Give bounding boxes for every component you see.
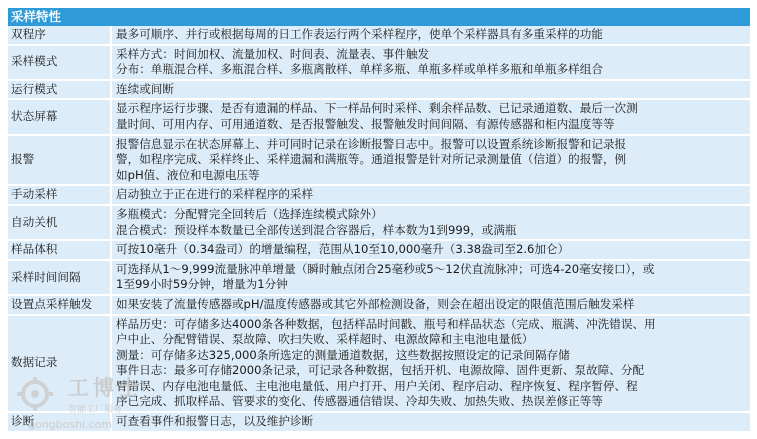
watermark-title: 工博士 [68,375,143,400]
row-value [112,206,750,239]
row-value [112,100,750,133]
row-label: 设置点采样触发 [8,296,112,314]
row-value [112,46,750,79]
table-row [8,261,750,296]
row-value-line: 臂错误、内存电池电量低、主电池电量低、用户打开、用户关闭、程序启动、程序恢复、程序暂停、程 [116,378,638,393]
row-value-line: 分布：单瓶混合样、多瓶混合样、多瓶离散样、单样多瓶、单瓶多样或单样多瓶和单瓶多样组合 [116,62,603,77]
row-label: 状态屏幕 [8,100,112,133]
table-row [8,186,750,206]
row-value-line: 连续或间断 [116,81,174,96]
row-value-line: 最多可顺序、并行或根据每周的日工作表运行两个采样程序，使单个采样器具有多重采样的功能 [116,27,603,41]
row-value [112,316,750,412]
row-value-line: 序已完成、抓取样品、管要求的变化、传感器通信错误、冷却失败、加热失败、热误差修正等等 [116,394,603,409]
table-row [8,316,750,414]
row-value-line: 多瓶模式：分配臂完全回转后（选择连续模式除外） [116,206,383,221]
row-value-line: 启动独立于正在进行的采样程序的采样 [116,187,314,202]
row-value [112,81,750,99]
row-value-line: 如果安装了流量传感器或pH/温度传感器或其它外部检测设备，则会在超出设定的限值范围后触发采样 [116,296,635,311]
table-row [8,136,750,187]
specs-table [8,8,750,433]
row-value [112,413,750,431]
row-value-line: 警，如程序完成、采样终止、采样遗漏和满瓶等。通道报警是针对所记录测量值（信道）的报警，例 [116,152,627,167]
row-label: 自动关机 [8,206,112,239]
watermark-url: gongboshi.com [28,418,113,431]
row-value-line: 可选择从1～9,999流量脉冲单增量（瞬时触点闭合25毫秒或5～12伏直流脉冲；可选4-20毫安接口），或 [116,261,655,276]
row-value [112,136,750,185]
row-value-line: 事件日志：最多可存储2000条记录，可记录各种数据，包括开机、电源故障、固件更新、泵故障、分配 [116,363,645,378]
row-value [112,296,750,314]
row-value-line: 显示程序运行步骤、是否有遗漏的样品、下一样品何时采样、剩余样品数、已记录通道数、最后一次测 [116,101,638,116]
row-value-line: 1至99小时59分钟，增量为1分钟 [116,277,288,292]
row-value [112,186,750,204]
row-value-line: 户中止、分配臂错误、泵故障、吹扫失败、采样超时、电源故障和主电池电量低） [116,332,534,347]
row-label: 运行模式 [8,81,112,99]
row-value-line: 测量：可存储多达325,000条所选定的测量通道数据，这些数据按照设定的记录间隔存储 [116,347,570,362]
row-label: 报警 [8,136,112,185]
row-value-line: 可按10毫升（0.34盎司）的增量编程，范围从10至10,000毫升（3.38盎司至2.6加仑） [116,242,570,257]
row-value-line: 混合模式：预设样本数量已全部传送到混合容器后，样本数为1到999，或满瓶 [116,222,517,237]
row-label: 采样时间间隔 [8,261,112,294]
row-value-line: 样品历史：可存储多达4000条各种数据，包括样品时间戳、瓶号和样品状态（完成、瓶满、冲洗错误、用 [116,316,656,331]
table-row [8,26,750,46]
table-row [8,206,750,241]
table-row [8,46,750,81]
watermark-subtitle: 智能工厂服务 [68,405,123,415]
table-row [8,241,750,261]
row-label: 采样模式 [8,46,112,79]
table-row [8,296,750,316]
row-value [112,26,750,44]
row-value-line: 采样方式：时间加权、流量加权、时间表、流量表、事件触发 [116,46,430,61]
row-label: 双程序 [8,26,112,44]
table-header: 采样特性 [8,8,750,26]
table-row [8,100,750,135]
row-value-line: 如pH值、液位和电源电压等 [116,167,260,182]
row-value-line: 量时间、可用内存、可用通道数、是否报警触发、报警触发时间间隔、有源传感器和柜内温度等等 [116,116,615,131]
row-value [112,261,750,294]
table-row [8,81,750,101]
table-row [8,413,750,433]
row-value [112,241,750,259]
row-label: 手动采样 [8,186,112,204]
row-label: 数据记录 [8,316,112,412]
row-value-line: 报警信息显示在状态屏幕上、并可同时记录在诊断报警日志中。报警可以设置系统诊断报警和记录报 [116,136,627,151]
row-label: 样品体积 [8,241,112,259]
row-label: 诊断 [8,413,112,431]
table-body [8,26,750,433]
row-value-line: 可查看事件和报警日志，以及维护诊断 [116,414,314,429]
